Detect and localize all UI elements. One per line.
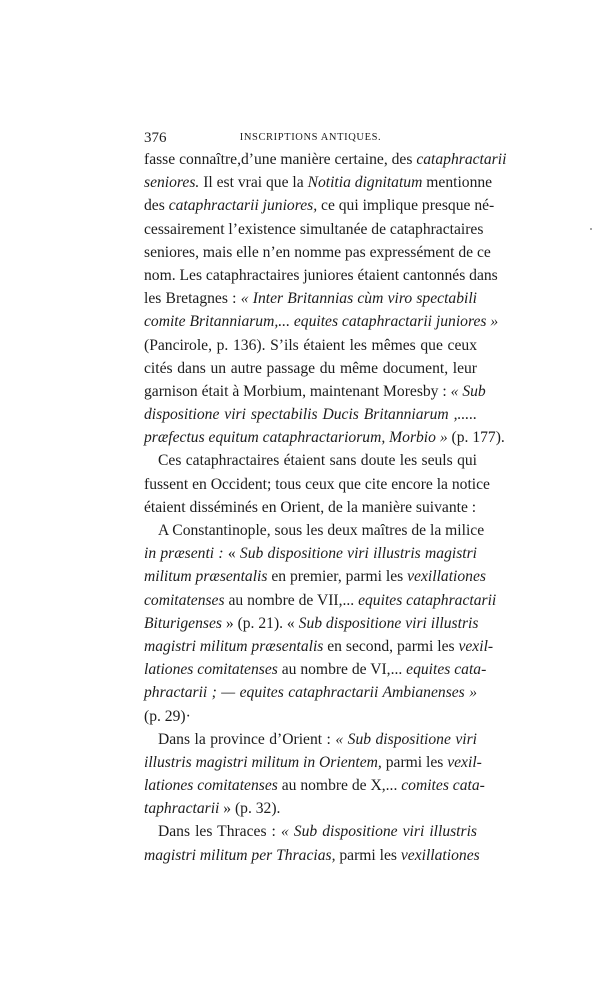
italic-segment: « Inter Britannias cùm viro spectabili: [240, 290, 477, 308]
italic-segment: « Sub dispositione viri: [335, 730, 477, 748]
text-segment: en second, parmi les: [323, 637, 459, 655]
italic-segment: Sub dispositione viri illustris: [298, 614, 479, 632]
italic-segment: magistri militum præsentalis: [144, 637, 324, 655]
text-line: [144, 705, 477, 728]
italic-segment: comite Britanniarum,... equites cataphractarii juniores »: [144, 313, 499, 331]
text-segment: (p. 177).: [447, 429, 505, 447]
body-text: [144, 148, 507, 867]
text-segment: cités dans un autre passage du même document, leur: [144, 359, 477, 377]
italic-segment: in præsenti :: [144, 545, 224, 563]
text-segment: fussent en Occident; tous ceux que cite encore la notice: [144, 475, 490, 493]
text-segment: Ces cataphractaires étaient sans doute les seuls qui: [158, 452, 477, 470]
text-line: [144, 241, 491, 264]
text-segment: (Pancirole, p. 136). S’ils étaient les mêmes que ceux: [144, 336, 477, 354]
text-segment: » (p. 21). «: [221, 614, 299, 632]
text-segment: au nombre de VI,...: [277, 661, 407, 679]
text-segment: «: [223, 545, 240, 563]
text-line: [144, 310, 499, 333]
book-page: [144, 128, 507, 867]
text-segment: étaient disséminés en Orient, de la manière suivante :: [144, 498, 477, 516]
italic-segment: comitatenses: [144, 591, 225, 609]
italic-segment: equites cataphractarii: [358, 591, 497, 609]
text-line: [144, 658, 487, 681]
italic-segment: lationes comitatenses: [144, 777, 278, 795]
text-line: [144, 334, 477, 357]
italic-segment: cataphractarii juniores,: [168, 197, 318, 215]
text-line: [144, 844, 480, 867]
italic-segment: « Sub dispositione viri illustris: [280, 823, 477, 841]
italic-segment: comites cata-: [401, 777, 485, 795]
text-segment: au nombre de X,...: [277, 777, 402, 795]
text-line: [144, 635, 494, 658]
text-segment: garnison était à Morbium, maintenant Moresby :: [144, 382, 451, 400]
text-line: [144, 797, 477, 820]
text-segment: cessairement l’existence simultanée de cataphractaires: [144, 220, 484, 238]
italic-segment: dispositione viri spectabilis Ducis Britanniarum ,.....: [144, 406, 477, 424]
running-head: [144, 128, 477, 148]
italic-segment: « Sub: [450, 382, 486, 400]
text-line: [144, 194, 495, 217]
italic-segment: taphractarii: [144, 800, 220, 818]
text-segment: fasse connaître,d’une manière certaine, des: [144, 151, 417, 168]
text-segment: (p. 29)·: [144, 707, 191, 725]
text-line: [144, 589, 497, 612]
italic-segment: phractarii ; — equites cataphractarii Ambianenses »: [144, 684, 477, 702]
italic-segment: Notitia dignitatum: [307, 174, 423, 192]
italic-segment: vexillationes: [407, 568, 486, 586]
margin-speck: [590, 228, 592, 230]
text-line: [144, 148, 507, 171]
italic-segment: militum præsentalis: [144, 568, 268, 586]
text-line: [144, 542, 477, 565]
text-line: [144, 218, 484, 241]
italic-segment: seniores.: [144, 174, 200, 192]
italic-segment: magistri militum per Thracias,: [144, 846, 336, 864]
text-line: [144, 681, 477, 704]
text-segment: nom. Les cataphractaires juniores étaient cantonnés dans: [144, 266, 498, 284]
text-line: [144, 473, 490, 496]
text-segment: mentionne: [422, 174, 493, 192]
italic-segment: præfectus equitum cataphractariorum, Morbio »: [144, 429, 448, 447]
text-line: [144, 380, 486, 403]
italic-segment: vexil-: [447, 753, 482, 771]
italic-segment: cataphractarii: [416, 151, 507, 168]
text-line: [144, 357, 477, 380]
text-segment: Il est vrai que la: [199, 174, 308, 192]
text-line: [144, 728, 477, 751]
text-line: [144, 751, 482, 774]
running-title: INSCRIPTIONS ANTIQUES.: [239, 132, 382, 143]
text-segment: A Constantinople, sous les deux maîtres de la milice: [158, 522, 485, 539]
text-segment: parmi les: [381, 753, 448, 771]
text-segment: des: [144, 197, 169, 215]
text-line: [144, 426, 505, 449]
text-line: [144, 171, 493, 194]
text-segment: Dans la province d’Orient :: [158, 730, 336, 748]
italic-segment: vexillationes: [400, 846, 480, 864]
italic-segment: Biturigenses: [144, 614, 222, 632]
text-line: [144, 496, 477, 519]
text-segment: » (p. 32).: [219, 800, 281, 818]
text-segment: seniores, mais elle n’en nomme pas expressément de ce: [144, 243, 491, 261]
text-line: [144, 449, 477, 472]
text-segment: au nombre de VII,...: [224, 591, 359, 609]
text-segment: Dans les Thraces :: [158, 823, 281, 841]
text-line: [144, 820, 477, 843]
italic-segment: illustris magistri militum in Orientem,: [144, 753, 382, 771]
page-number: 376: [144, 130, 167, 146]
italic-segment: vexil-: [458, 637, 494, 655]
text-line: [144, 519, 485, 542]
text-line: [144, 403, 477, 426]
text-segment: les Bretagnes :: [144, 290, 241, 308]
text-line: [144, 774, 485, 797]
text-line: [144, 565, 486, 588]
italic-segment: lationes comitatenses: [144, 661, 278, 679]
text-line: [144, 287, 477, 310]
italic-segment: equites cata-: [406, 661, 487, 679]
text-segment: parmi les: [335, 846, 401, 864]
text-line: [144, 264, 498, 287]
text-segment: ce qui implique presque né-: [317, 197, 495, 215]
text-segment: en premier, parmi les: [267, 568, 408, 586]
italic-segment: Sub dispositione viri illustris magistri: [239, 545, 478, 563]
text-line: [144, 612, 477, 635]
